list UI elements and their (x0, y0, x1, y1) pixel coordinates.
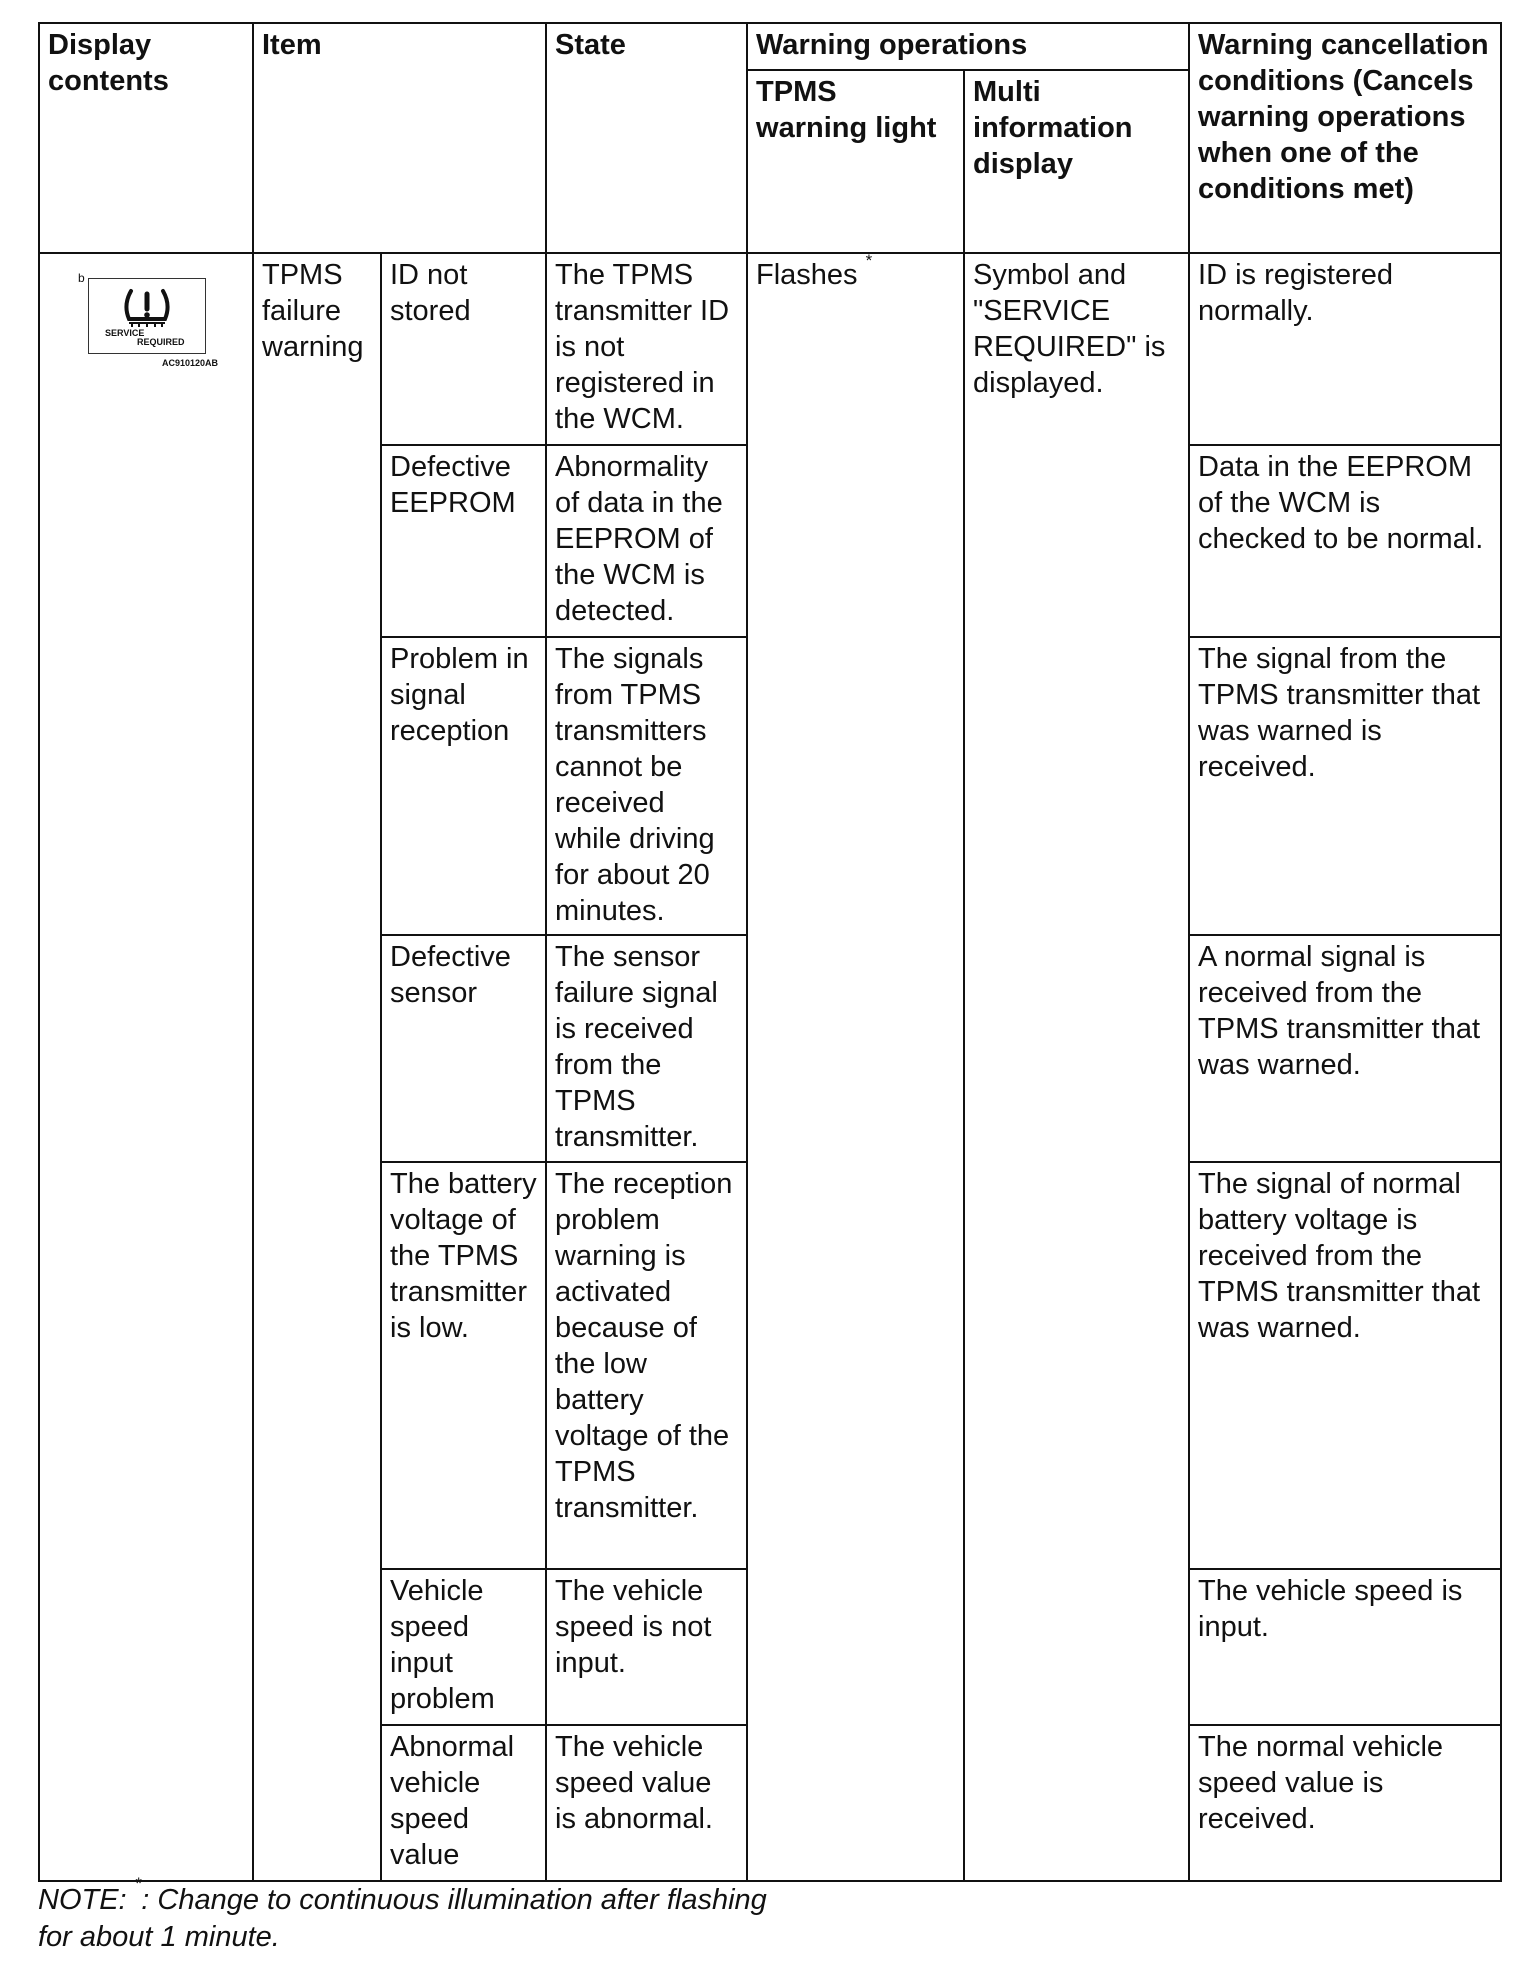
header-item: Item (253, 23, 546, 253)
state-cell: Abnormality of data in the EEPROM of the WCM is detected. (546, 445, 747, 637)
note-mark: * (134, 1874, 142, 1893)
item-cell: Problem in signal reception (381, 637, 546, 935)
tpms-warning-light-cell (747, 253, 964, 1881)
state-cell: The signals from TPMS transmitters cannot be received while driving for about 20 minutes. (546, 637, 747, 935)
icon-label-service: SERVICE (105, 328, 145, 338)
tpms-warning-light-value: Flashes (756, 259, 858, 291)
state-cell: The reception problem warning is activated because of the low battery voltage of the TPMS transmitter. (546, 1162, 747, 1569)
item-cell: Abnormal vehicle speed value (381, 1725, 546, 1881)
callout-label: b (78, 271, 85, 285)
cancel-condition-cell: The signal of normal battery voltage is received from the TPMS transmitter that was warned. (1189, 1162, 1501, 1569)
item-group-cell: TPMS failure warning (253, 253, 381, 1881)
state-cell: The vehicle speed is not input. (546, 1569, 747, 1725)
header-multi-information-display: Multi information display (964, 70, 1189, 253)
item-cell: Defective sensor (381, 935, 546, 1162)
cancel-condition-cell: The normal vehicle speed value is received. (1189, 1725, 1501, 1881)
state-cell: The TPMS transmitter ID is not registered in the WCM. (546, 253, 747, 445)
item-cell: The battery voltage of the TPMS transmitter is low. (381, 1162, 546, 1569)
header-display-contents: Display contents (39, 23, 253, 253)
state-cell: The vehicle speed value is abnormal. (546, 1725, 747, 1881)
figure-code: AC910120AB (162, 358, 219, 368)
footnote-mark: * (865, 251, 873, 270)
cancel-condition-cell: Data in the EEPROM of the WCM is checked to be normal. (1189, 445, 1501, 637)
cancel-condition-cell: ID is registered normally. (1189, 253, 1501, 445)
tpms-warning-icon (119, 285, 175, 329)
item-cell: ID not stored (381, 253, 546, 445)
note-text: : Change to continuous illumination after flashing for about 1 minute. (38, 1884, 767, 1953)
cancel-condition-cell: The signal from the TPMS transmitter that was warned is received. (1189, 637, 1501, 935)
header-row (39, 23, 1501, 70)
tpms-warning-table (38, 22, 1502, 1882)
table-row (39, 253, 1501, 445)
state-cell: The sensor failure signal is received from the TPMS transmitter. (546, 935, 747, 1162)
cancel-condition-cell: The vehicle speed is input. (1189, 1569, 1501, 1725)
multi-info-display-cell: Symbol and "SERVICE REQUIRED" is displayed. (964, 253, 1189, 1881)
note-prefix: NOTE: (38, 1884, 135, 1916)
item-cell: Vehicle speed input problem (381, 1569, 546, 1725)
header-warning-operations: Warning operations (747, 23, 1189, 70)
item-cell: Defective EEPROM (381, 445, 546, 637)
header-tpms-warning-light: TPMS warning light (747, 70, 964, 253)
display-contents-cell (39, 253, 253, 1881)
icon-label-required: REQUIRED (137, 337, 185, 347)
spec-table-container (38, 22, 1500, 1882)
service-required-display (88, 278, 206, 354)
header-state: State (546, 23, 747, 253)
header-warning-cancellation: Warning cancellation conditions (Cancels warning operations when one of the conditions met) (1189, 23, 1501, 253)
footnote (38, 1874, 798, 1956)
cancel-condition-cell: A normal signal is received from the TPMS transmitter that was warned. (1189, 935, 1501, 1162)
